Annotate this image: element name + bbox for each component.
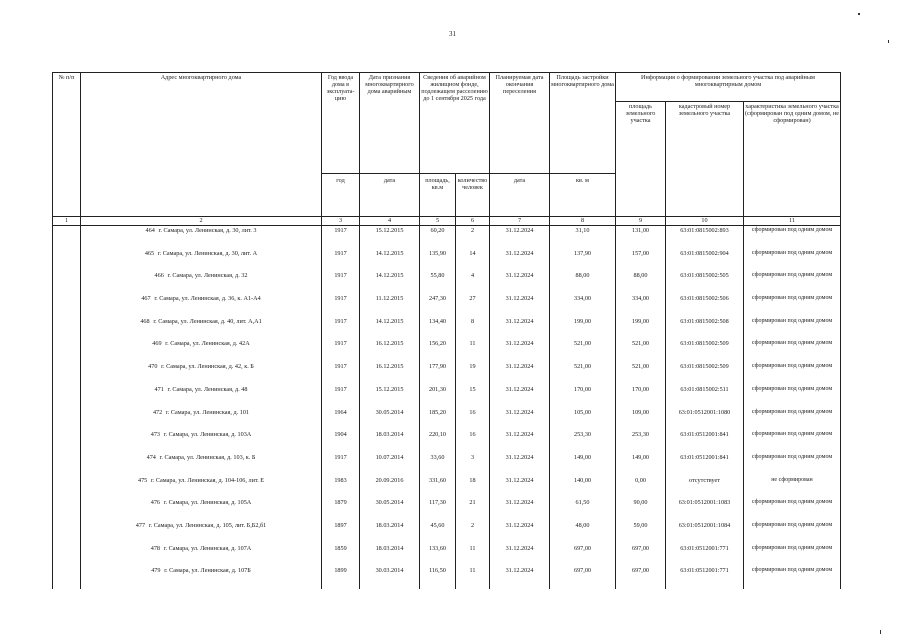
building-area-cell: 105,00 xyxy=(550,408,616,431)
people-count-cell: 15 xyxy=(456,385,490,408)
emergency-area-cell: 60,20 xyxy=(420,226,456,249)
planned-date-cell: 31.12.2024 xyxy=(490,476,550,499)
recognition-date-cell: 16.12.2015 xyxy=(360,339,420,362)
people-count-cell: 11 xyxy=(456,544,490,567)
col-number: 6 xyxy=(456,217,490,226)
year-cell: 1917 xyxy=(322,385,360,408)
row-number: 468 xyxy=(140,317,150,325)
address-cell xyxy=(81,271,322,294)
table-row xyxy=(53,566,841,589)
address-text: г. Самара, ул. Ленинская, д. 36, к. А1-А4 xyxy=(154,295,261,303)
table-row xyxy=(53,385,841,408)
land-area-cell: 88,00 xyxy=(616,271,666,294)
row-number: 471 xyxy=(154,385,164,393)
address-cell xyxy=(81,544,322,567)
col-number: 4 xyxy=(360,217,420,226)
recognition-date-cell: 15.12.2015 xyxy=(360,226,420,249)
year-cell: 1917 xyxy=(322,317,360,340)
people-count-cell: 11 xyxy=(456,566,490,589)
people-count-cell: 2 xyxy=(456,521,490,544)
emergency-area-cell: 156,20 xyxy=(420,339,456,362)
land-characteristic-cell: сформирован под одним домом xyxy=(744,362,841,385)
land-area-cell: 170,00 xyxy=(616,385,666,408)
row-number: 464 xyxy=(145,227,155,234)
cadastral-number-cell: 63:01:0815002:511 xyxy=(666,385,744,408)
building-area-cell: 521,00 xyxy=(550,339,616,362)
table-row xyxy=(53,544,841,567)
address-cell xyxy=(81,226,322,249)
land-characteristic-cell: сформирован под одним домом xyxy=(744,498,841,521)
row-number: 478 xyxy=(150,544,160,552)
building-area-cell: 137,90 xyxy=(550,249,616,272)
building-area-cell: 253,30 xyxy=(550,430,616,453)
row-number: 479 xyxy=(151,567,161,575)
address-cell xyxy=(81,430,322,453)
unit-sqm: кв. м xyxy=(550,174,616,217)
planned-date-cell: 31.12.2024 xyxy=(490,544,550,567)
cadastral-number-cell: 63:01:0815002:505 xyxy=(666,271,744,294)
address-text: г. Самара, ул. Ленинская, д. 103, к. Б xyxy=(159,453,256,461)
address-cell xyxy=(81,453,322,476)
cadastral-number-cell: отсутствует xyxy=(666,476,744,499)
address-cell xyxy=(81,566,322,589)
people-count-cell: 16 xyxy=(456,430,490,453)
col-number: 1 xyxy=(53,217,81,226)
land-area-cell: 199,00 xyxy=(616,317,666,340)
land-characteristic-cell: сформирован под одним домом xyxy=(744,521,841,544)
land-characteristic-cell: сформирован под одним домом xyxy=(744,566,841,589)
emergency-housing-table xyxy=(52,72,841,589)
row-number: 477 xyxy=(135,521,146,529)
unit-area: площадь, кв.м xyxy=(420,174,456,217)
cadastral-number-cell: 63:01:0815002:893 xyxy=(666,226,744,249)
building-area-cell: 48,00 xyxy=(550,521,616,544)
people-count-cell: 18 xyxy=(456,476,490,499)
row-number: 473 xyxy=(150,431,160,439)
column-number-row xyxy=(53,217,841,226)
emergency-area-cell: 116,50 xyxy=(420,566,456,589)
planned-date-cell: 31.12.2024 xyxy=(490,430,550,453)
recognition-date-cell: 18.03.2014 xyxy=(360,544,420,567)
land-characteristic-cell: сформирован под одним домом xyxy=(744,271,841,294)
emergency-area-cell: 135,90 xyxy=(420,249,456,272)
emergency-area-cell: 55,80 xyxy=(420,271,456,294)
land-area-cell: 90,00 xyxy=(616,498,666,521)
recognition-date-cell: 30.05.2014 xyxy=(360,498,420,521)
col-number: 8 xyxy=(550,217,616,226)
row-index-cell xyxy=(53,566,81,589)
scan-mark xyxy=(880,630,881,634)
planned-date-cell: 31.12.2024 xyxy=(490,566,550,589)
cadastral-number-cell: 63:01:0815002:508 xyxy=(666,317,744,340)
row-index-cell xyxy=(53,408,81,431)
col-number: 11 xyxy=(744,217,841,226)
row-index-cell xyxy=(53,271,81,294)
land-characteristic-cell: сформирован под одним домом xyxy=(744,294,841,317)
land-characteristic-cell: сформирован под одним домом xyxy=(744,430,841,453)
address-text: г. Самара, ул. Ленинская, д. 42А xyxy=(165,340,250,348)
table-row xyxy=(53,521,841,544)
recognition-date-cell: 11.12.2015 xyxy=(360,294,420,317)
header-recognition-date: Дата признания многоквартирного дома аварийным xyxy=(360,73,420,174)
land-characteristic-cell: сформирован под одним домом xyxy=(744,317,841,340)
address-text: г. Самара, ул. Ленинская, д. 32 xyxy=(167,272,248,280)
row-index-cell xyxy=(53,249,81,272)
people-count-cell: 3 xyxy=(456,453,490,476)
address-cell xyxy=(81,317,322,340)
address-text: г. Самара, ул. Ленинская, д. 104-106, лит. Е xyxy=(150,476,264,484)
year-cell: 1964 xyxy=(322,408,360,431)
building-area-cell: 140,00 xyxy=(550,476,616,499)
row-number: 474 xyxy=(146,453,156,461)
year-cell: 1917 xyxy=(322,362,360,385)
recognition-date-cell: 30.05.2014 xyxy=(360,408,420,431)
emergency-area-cell: 185,20 xyxy=(420,408,456,431)
emergency-area-cell: 201,30 xyxy=(420,385,456,408)
building-area-cell: 88,00 xyxy=(550,271,616,294)
row-number: 469 xyxy=(152,340,162,348)
table-row xyxy=(53,476,841,499)
page-number: 31 xyxy=(449,30,456,38)
emergency-area-cell: 117,30 xyxy=(420,498,456,521)
building-area-cell: 149,00 xyxy=(550,453,616,476)
year-cell: 1917 xyxy=(322,271,360,294)
address-text: г. Самара, ул. Ленинская, д. 107А xyxy=(163,544,252,552)
emergency-area-cell: 134,40 xyxy=(420,317,456,340)
cadastral-number-cell: 63:01:0815002:509 xyxy=(666,362,744,385)
table-row xyxy=(53,294,841,317)
table-row xyxy=(53,408,841,431)
people-count-cell: 11 xyxy=(456,339,490,362)
land-area-cell: 334,00 xyxy=(616,294,666,317)
table-row xyxy=(53,249,841,272)
land-area-cell: 521,00 xyxy=(616,362,666,385)
header-land-area: площадь земельного участка xyxy=(616,102,666,217)
cadastral-number-cell: 63:01:0512001:1084 xyxy=(666,521,744,544)
year-cell: 1917 xyxy=(322,339,360,362)
planned-date-cell: 31.12.2024 xyxy=(490,385,550,408)
address-text: г. Самара, ул. Ленинская, д. 30, лит. А xyxy=(157,249,258,257)
table-row xyxy=(53,339,841,362)
cadastral-number-cell: 63:01:0815002:509 xyxy=(666,339,744,362)
col-number: 9 xyxy=(616,217,666,226)
land-characteristic-cell: не сформирован xyxy=(744,476,841,499)
building-area-cell: 697,00 xyxy=(550,544,616,567)
scan-mark xyxy=(888,40,889,43)
land-area-cell: 521,00 xyxy=(616,339,666,362)
land-area-cell: 0,00 xyxy=(616,476,666,499)
header-year: Год ввода дома в эксплуата-цию xyxy=(322,73,360,174)
land-area-cell: 109,00 xyxy=(616,408,666,431)
land-characteristic-cell: сформирован под одним домом xyxy=(744,339,841,362)
people-count-cell: 8 xyxy=(456,317,490,340)
people-count-cell: 27 xyxy=(456,294,490,317)
land-characteristic-cell: сформирован под одним домом xyxy=(744,408,841,431)
recognition-date-cell: 15.12.2015 xyxy=(360,385,420,408)
address-cell xyxy=(81,476,322,499)
table-row xyxy=(53,271,841,294)
row-number: 476 xyxy=(150,499,160,507)
address-text: г. Самара, ул. Ленинская, д. 107Б xyxy=(164,567,251,575)
cadastral-number-cell: 63:01:0512001:841 xyxy=(666,453,744,476)
planned-date-cell: 31.12.2024 xyxy=(490,339,550,362)
recognition-date-cell: 20.09.2016 xyxy=(360,476,420,499)
people-count-cell: 21 xyxy=(456,498,490,521)
cadastral-number-cell: 63:01:0512001:841 xyxy=(666,430,744,453)
year-cell: 1879 xyxy=(322,498,360,521)
emergency-area-cell: 33,60 xyxy=(420,453,456,476)
people-count-cell: 4 xyxy=(456,271,490,294)
planned-date-cell: 31.12.2024 xyxy=(490,249,550,272)
building-area-cell: 521,00 xyxy=(550,362,616,385)
recognition-date-cell: 10.07.2014 xyxy=(360,453,420,476)
address-cell xyxy=(81,362,322,385)
row-index-cell xyxy=(53,226,81,249)
address-cell xyxy=(81,521,322,544)
cadastral-number-cell: 63:01:0512001:1080 xyxy=(666,408,744,431)
recognition-date-cell: 18.03.2014 xyxy=(360,521,420,544)
recognition-date-cell: 30.03.2014 xyxy=(360,566,420,589)
row-index-cell xyxy=(53,498,81,521)
building-area-cell: 199,00 xyxy=(550,317,616,340)
row-index-cell xyxy=(53,385,81,408)
land-characteristic-cell: сформирован под одним домом xyxy=(744,453,841,476)
cadastral-number-cell: 63:01:0815002:506 xyxy=(666,294,744,317)
recognition-date-cell: 16.12.2015 xyxy=(360,362,420,385)
land-characteristic-cell: сформирован под одним домом xyxy=(744,385,841,408)
table-row xyxy=(53,317,841,340)
header-planned-date: Планируемая дата окончания переселения xyxy=(490,73,550,174)
row-index-cell xyxy=(53,362,81,385)
cadastral-number-cell: 63:01:0512001:771 xyxy=(666,544,744,567)
cadastral-number-cell: 63:01:0512001:1083 xyxy=(666,498,744,521)
year-cell: 1917 xyxy=(322,226,360,249)
recognition-date-cell: 14.12.2015 xyxy=(360,271,420,294)
unit-date: дата xyxy=(360,174,420,217)
planned-date-cell: 31.12.2024 xyxy=(490,498,550,521)
land-area-cell: 149,00 xyxy=(616,453,666,476)
land-area-cell: 59,00 xyxy=(616,521,666,544)
planned-date-cell: 31.12.2024 xyxy=(490,271,550,294)
land-area-cell: 253,30 xyxy=(616,430,666,453)
planned-date-cell: 31.12.2024 xyxy=(490,317,550,340)
year-cell: 1917 xyxy=(322,453,360,476)
header-land-info: Информация о формировании земельного участка под аварийным многоквартирным домом xyxy=(616,73,841,102)
address-cell xyxy=(81,385,322,408)
recognition-date-cell: 14.12.2015 xyxy=(360,249,420,272)
row-number: 467 xyxy=(141,295,151,303)
land-area-cell: 697,00 xyxy=(616,544,666,567)
planned-date-cell: 31.12.2024 xyxy=(490,453,550,476)
emergency-area-cell: 133,60 xyxy=(420,544,456,567)
year-cell: 1983 xyxy=(322,476,360,499)
table-row xyxy=(53,362,841,385)
table-body xyxy=(53,226,841,590)
scan-mark xyxy=(858,13,860,15)
address-cell xyxy=(81,498,322,521)
land-area-cell: 157,00 xyxy=(616,249,666,272)
cadastral-number-cell: 63:01:0815002:904 xyxy=(666,249,744,272)
col-number: 7 xyxy=(490,217,550,226)
row-index-cell xyxy=(53,476,81,499)
address-cell xyxy=(81,339,322,362)
land-characteristic-cell: сформирован под одним домом xyxy=(744,544,841,567)
emergency-area-cell: 331,60 xyxy=(420,476,456,499)
emergency-area-cell: 220,10 xyxy=(420,430,456,453)
people-count-cell: 14 xyxy=(456,249,490,272)
building-area-cell: 697,00 xyxy=(550,566,616,589)
planned-date-cell: 31.12.2024 xyxy=(490,521,550,544)
row-index-cell xyxy=(53,294,81,317)
header-characteristic: характеристика земельного участка (сформирован под одним домом, не сформирован) xyxy=(744,102,841,217)
address-text: г. Самара, ул. Ленинская, д. 48 xyxy=(167,385,248,393)
table-row xyxy=(53,226,841,249)
emergency-area-cell: 247,30 xyxy=(420,294,456,317)
emergency-area-cell: 177,90 xyxy=(420,362,456,385)
year-cell: 1897 xyxy=(322,521,360,544)
people-count-cell: 16 xyxy=(456,408,490,431)
unit-people: количество человек xyxy=(456,174,490,217)
row-index-cell xyxy=(53,339,81,362)
land-characteristic-cell: сформирован под одним домом xyxy=(744,226,841,249)
address-text: г. Самара, ул. Ленинская, д. 105, лит. Б,Б2,б1 xyxy=(148,521,267,529)
planned-date-cell: 31.12.2024 xyxy=(490,226,550,249)
planned-date-cell: 31.12.2024 xyxy=(490,362,550,385)
col-number: 5 xyxy=(420,217,456,226)
row-index-cell xyxy=(53,453,81,476)
header-building-area: Площадь застройки многоквартирного дома xyxy=(550,73,616,174)
recognition-date-cell: 18.03.2014 xyxy=(360,430,420,453)
planned-date-cell: 31.12.2024 xyxy=(490,294,550,317)
emergency-area-cell: 45,60 xyxy=(420,521,456,544)
row-index-cell xyxy=(53,521,81,544)
col-number: 2 xyxy=(81,217,322,226)
header-address: Адрес многоквартирного дома xyxy=(81,73,322,217)
header-cadastral: кадастровый номер земельного участка xyxy=(666,102,744,217)
address-text: г. Самара, ул. Ленинская, д. 30, лит. 3 xyxy=(158,227,257,234)
year-cell: 1904 xyxy=(322,430,360,453)
land-area-cell: 697,00 xyxy=(616,566,666,589)
address-text: г. Самара, ул. Ленинская, д. 103А xyxy=(163,431,252,439)
year-cell: 1917 xyxy=(322,294,360,317)
table-row xyxy=(53,430,841,453)
row-index-cell xyxy=(53,430,81,453)
address-text: г. Самара, ул. Ленинская, д. 42, к. Б xyxy=(161,363,254,371)
header-emergency-fund: Сведения об аварийном жилищном фонде, подлежащем расселению до 1 сентября 2025 года xyxy=(420,73,490,174)
address-cell xyxy=(81,408,322,431)
unit-plan-date: дата xyxy=(490,174,550,217)
recognition-date-cell: 14.12.2015 xyxy=(360,317,420,340)
table-row xyxy=(53,453,841,476)
address-text: г. Самара, ул. Ленинская, д. 105А xyxy=(163,499,252,507)
address-cell xyxy=(81,294,322,317)
address-cell xyxy=(81,249,322,272)
building-area-cell: 334,00 xyxy=(550,294,616,317)
land-area-cell: 131,00 xyxy=(616,226,666,249)
year-cell: 1899 xyxy=(322,566,360,589)
cadastral-number-cell: 63:01:0512001:771 xyxy=(666,566,744,589)
address-text: г. Самара, ул. Ленинская, д. 101 xyxy=(165,408,250,416)
col-number: 10 xyxy=(666,217,744,226)
address-text: г. Самара, ул. Ленинская, д. 40, лит. А,А1 xyxy=(153,317,262,325)
row-number: 472 xyxy=(152,408,163,416)
row-number: 465 xyxy=(144,249,155,257)
row-number: 470 xyxy=(148,363,158,371)
land-characteristic-cell: сформирован под одним домом xyxy=(744,249,841,272)
row-number: 466 xyxy=(154,272,164,280)
building-area-cell: 61,50 xyxy=(550,498,616,521)
row-index-cell xyxy=(53,544,81,567)
col-number: 3 xyxy=(322,217,360,226)
people-count-cell: 19 xyxy=(456,362,490,385)
year-cell: 1917 xyxy=(322,249,360,272)
people-count-cell: 2 xyxy=(456,226,490,249)
building-area-cell: 170,00 xyxy=(550,385,616,408)
table-row xyxy=(53,498,841,521)
building-area-cell: 31,10 xyxy=(550,226,616,249)
planned-date-cell: 31.12.2024 xyxy=(490,408,550,431)
year-cell: 1859 xyxy=(322,544,360,567)
row-number: 475 xyxy=(137,476,148,484)
header-num: № п/п xyxy=(53,73,81,217)
unit-year: год xyxy=(322,174,360,217)
row-index-cell xyxy=(53,317,81,340)
